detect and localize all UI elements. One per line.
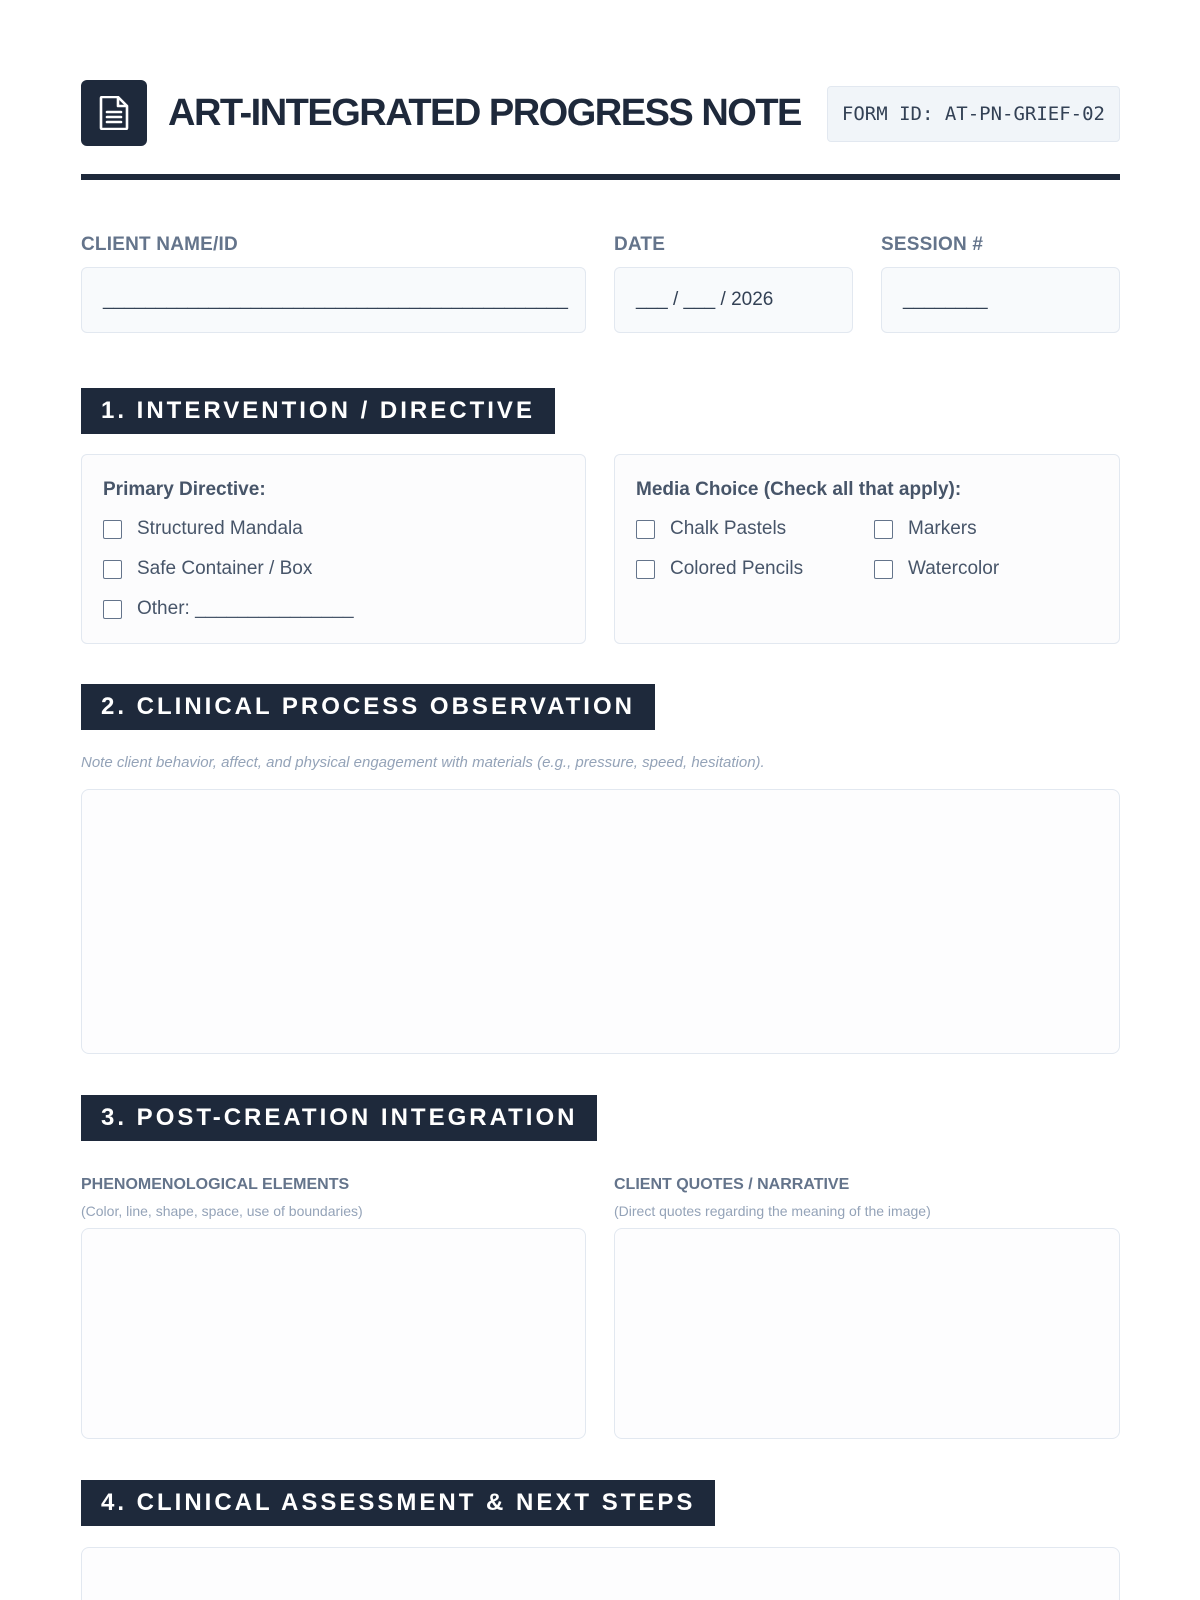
option-watercolor[interactable] bbox=[874, 558, 999, 580]
phenomenological-hint: (Color, line, shape, space, use of boundaries) bbox=[81, 1203, 363, 1219]
checkbox[interactable] bbox=[103, 600, 122, 619]
date-field[interactable]: ___ / ___ / 2026 bbox=[614, 267, 853, 333]
option-label: Safe Container / Box bbox=[137, 558, 313, 579]
media-choice-title: Media Choice (Check all that apply): bbox=[636, 479, 962, 500]
document-icon bbox=[81, 80, 147, 146]
section-2-heading: 2. CLINICAL PROCESS OBSERVATION bbox=[81, 684, 655, 730]
form-header bbox=[81, 80, 1120, 150]
media-choice-panel bbox=[614, 454, 1120, 644]
option-markers[interactable] bbox=[874, 518, 977, 540]
phenomenological-label: PHENOMENOLOGICAL ELEMENTS bbox=[81, 1176, 350, 1193]
client-name-field[interactable]: ____________________________________________ bbox=[81, 267, 586, 333]
date-label: DATE bbox=[614, 234, 666, 255]
option-label: Watercolor bbox=[908, 558, 1000, 579]
checkbox[interactable] bbox=[636, 560, 655, 579]
checkbox[interactable] bbox=[103, 520, 122, 539]
option-safe-container[interactable] bbox=[103, 558, 312, 580]
client-name-label: CLIENT NAME/ID bbox=[81, 234, 238, 255]
option-label: Structured Mandala bbox=[137, 518, 303, 539]
observation-hint: Note client behavior, affect, and physical engagement with materials (e.g., pressure, speed, hesitation). bbox=[81, 754, 765, 771]
checkbox[interactable] bbox=[874, 520, 893, 539]
client-quotes-hint: (Direct quotes regarding the meaning of the image) bbox=[614, 1203, 931, 1219]
client-quotes-label: CLIENT QUOTES / NARRATIVE bbox=[614, 1176, 850, 1193]
header-divider bbox=[81, 174, 1120, 180]
option-chalk-pastels[interactable] bbox=[636, 518, 786, 540]
option-colored-pencils[interactable] bbox=[636, 558, 803, 580]
primary-directive-title: Primary Directive: bbox=[103, 479, 266, 500]
primary-directive-panel bbox=[81, 454, 586, 644]
option-label: Markers bbox=[908, 518, 977, 539]
observation-textarea[interactable] bbox=[81, 789, 1120, 1054]
session-label: SESSION # bbox=[881, 234, 984, 255]
checkbox[interactable] bbox=[103, 560, 122, 579]
section-1-heading: 1. INTERVENTION / DIRECTIVE bbox=[81, 388, 555, 434]
option-other[interactable] bbox=[103, 598, 354, 620]
option-structured-mandala[interactable] bbox=[103, 518, 303, 540]
section-3-heading: 3. POST-CREATION INTEGRATION bbox=[81, 1095, 597, 1141]
checkbox[interactable] bbox=[874, 560, 893, 579]
form-id-badge: FORM ID: AT-PN-GRIEF-02 bbox=[827, 86, 1120, 142]
option-label: Chalk Pastels bbox=[670, 518, 787, 539]
client-quotes-textarea[interactable] bbox=[614, 1228, 1120, 1439]
checkbox[interactable] bbox=[636, 520, 655, 539]
assessment-textarea[interactable] bbox=[81, 1547, 1120, 1600]
option-label: Colored Pencils bbox=[670, 558, 804, 579]
session-number-field[interactable]: ________ bbox=[881, 267, 1120, 333]
option-label: Other: _______________ bbox=[137, 598, 354, 619]
phenomenological-textarea[interactable] bbox=[81, 1228, 586, 1439]
section-4-heading: 4. CLINICAL ASSESSMENT & NEXT STEPS bbox=[81, 1480, 715, 1526]
page-title: ART-INTEGRATED PROGRESS NOTE bbox=[168, 92, 801, 134]
